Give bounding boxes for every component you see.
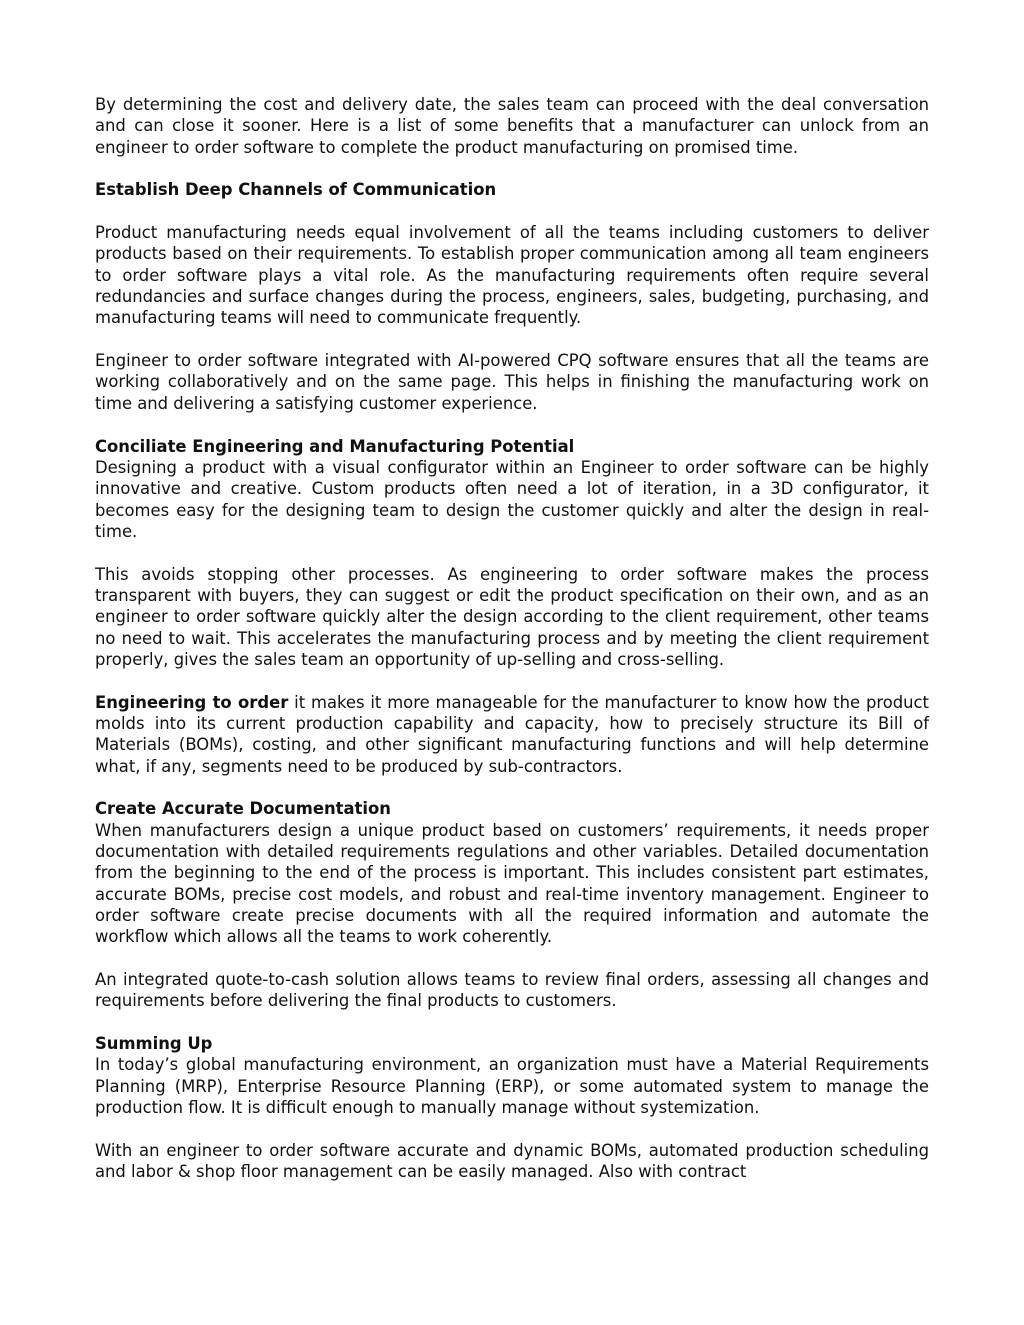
engineering-paragraph-3	[95, 692, 929, 777]
communication-paragraph-2: Engineer to order software integrated with AI-powered CPQ software ensures that all the teams are working collaboratively and on the same page. This helps in finishing the manufacturing work on time and delivering a satisfying customer experience.	[95, 351, 929, 413]
documentation-paragraph-2: An integrated quote-to-cash solution allows teams to review final orders, assessing all changes and requirements before delivering the final products to customers.	[95, 970, 929, 1011]
communication-paragraph-1: Product manufacturing needs equal involvement of all the teams including customers to deliver products based on their requirements. To establish proper communication among all team engineers to order software plays a vital role. As the manufacturing requirements often require several redundancies and surface changes during the process, engineers, sales, budgeting, purchasing, and manufacturing teams will need to communicate frequently.	[95, 223, 929, 328]
intro-paragraph: By determining the cost and delivery date, the sales team can proceed with the deal conversation and can close it sooner. Here is a list of some benefits that a manufacturer can unlock from an engineer to order software to complete the product manufacturing on promised time.	[95, 95, 929, 157]
engineering-body-text: it makes it more manageable for the manufacturer to know how the product molds into its current production capability and capacity, how to precisely structure its Bill of Materials (BOMs), costing, and other significant manufacturing functions and will help determine what, if any, segments need to be produced by sub-contractors.	[95, 692, 929, 776]
section-heading-summing-up: Summing Up	[95, 1034, 213, 1054]
summary-paragraph-2: With an engineer to order software accurate and dynamic BOMs, automated production scheduling and labor & shop floor management can be easily managed. Also with contract	[95, 1140, 929, 1182]
section-heading-documentation: Create Accurate Documentation	[95, 799, 391, 819]
section-heading-communication: Establish Deep Channels of Communication	[95, 180, 497, 200]
summary-paragraph-1: In today’s global manufacturing environment, an organization must have a Material Requirements Planning (MRP), Enterprise Resource Planning (ERP), or some automated system to manage the production flow. It is difficult enough to manually manage without systemization.	[95, 1055, 929, 1118]
engineering-lead-text: Engineering to order	[95, 692, 289, 712]
section-heading-engineering: Conciliate Engineering and Manufacturing Potential	[95, 436, 575, 456]
engineering-paragraph-2: This avoids stopping other processes. As engineering to order software makes the process transparent with buyers, they can suggest or edit the product specification on their own, and as an engineer to order software quickly alter the design according to the client requirement, other teams no need to wait. This accelerates the manufacturing process and by meeting the client requirement properly, gives the sales team an opportunity of up-selling and cross-selling.	[95, 564, 929, 669]
engineering-paragraph-1: Designing a product with a visual configurator within an Engineer to order software can be highly innovative and creative. Custom products often need a lot of iteration, in a 3D configurator, it becomes easy for the designing team to design the customer quickly and alter the design in real-time.	[95, 457, 929, 541]
documentation-paragraph-1: When manufacturers design a unique product based on customers’ requirements, it needs proper documentation with detailed requirements regulations and other variables. Detailed documentation from the beginning to the end of the process is important. This includes consistent part estimates, accurate BOMs, precise cost models, and robust and real-time inventory management. Engineer to order software create precise documents with all the required information and automate the workflow which allows all the teams to work coherently.	[95, 820, 929, 947]
document-page	[95, 94, 929, 1183]
